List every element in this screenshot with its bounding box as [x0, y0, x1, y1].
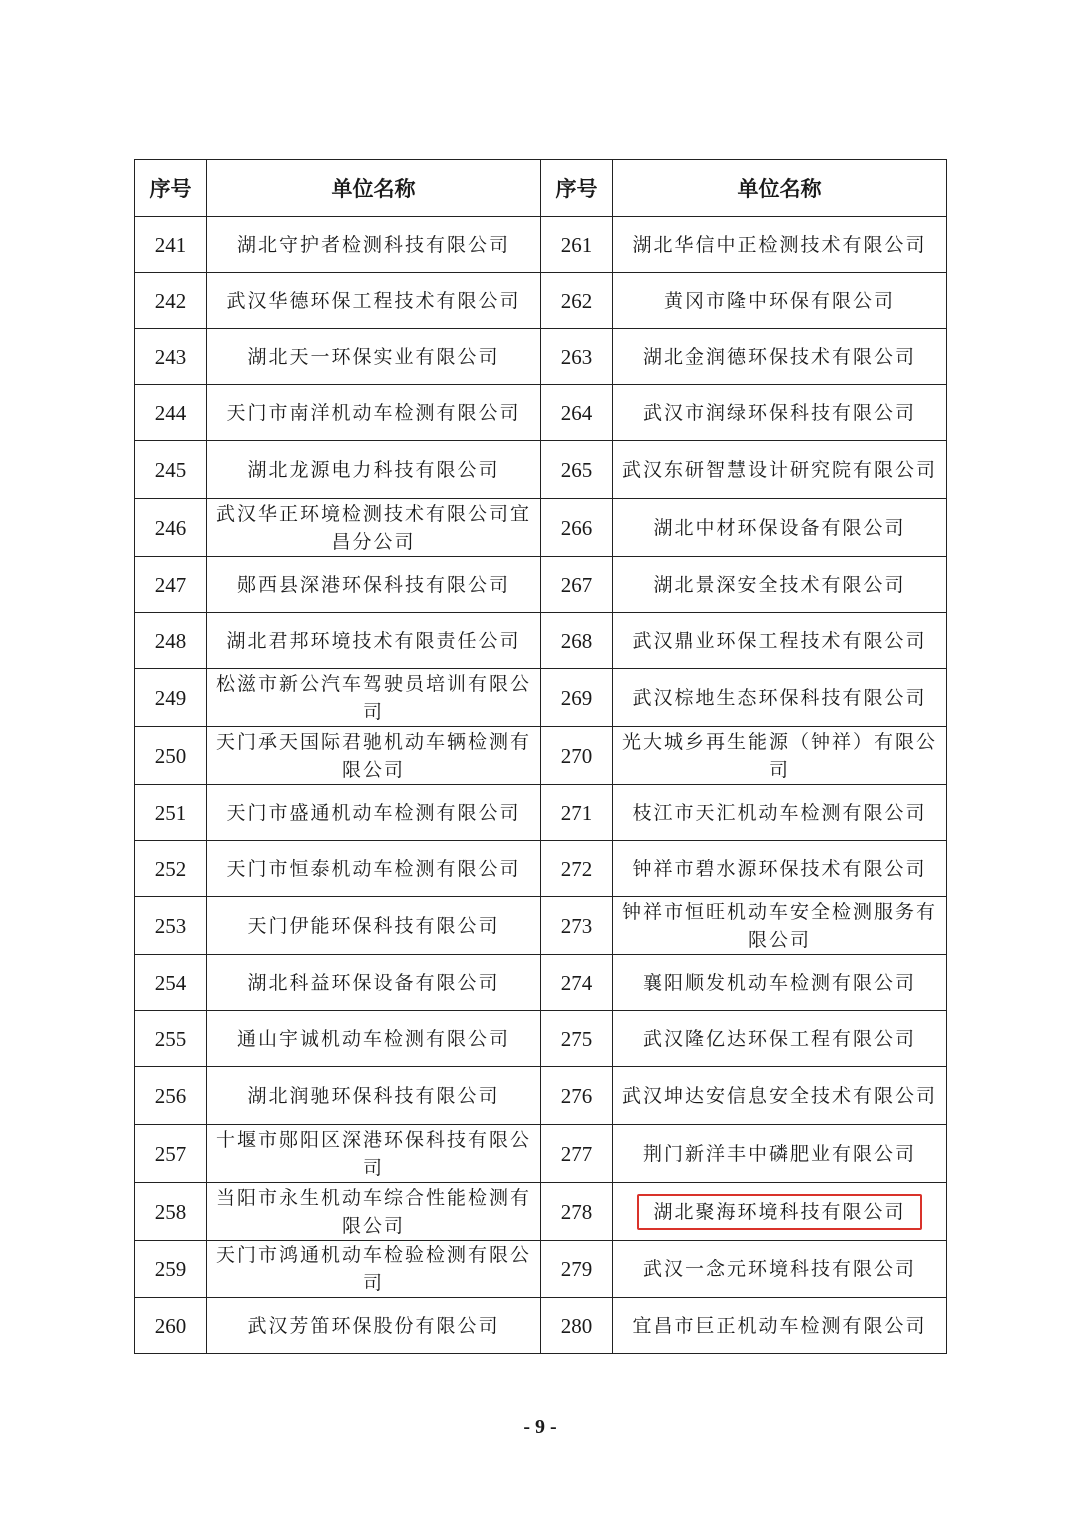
table-row [135, 1241, 947, 1298]
table-row [135, 557, 947, 613]
company-name-cell: 天门承天国际君驰机动车辆检测有限公司 [207, 727, 541, 785]
table-row [135, 329, 947, 385]
company-name-cell: 黄冈市隆中环保有限公司 [613, 273, 947, 329]
company-name-cell: 天门市鸿通机动车检验检测有限公司 [207, 1241, 541, 1298]
serial-cell: 248 [135, 613, 207, 669]
serial-cell: 250 [135, 727, 207, 785]
company-name-cell: 武汉芳笛环保股份有限公司 [207, 1298, 541, 1354]
table-row [135, 727, 947, 785]
table-row [135, 613, 947, 669]
table-row [135, 273, 947, 329]
serial-cell: 269 [541, 669, 613, 727]
serial-cell: 259 [135, 1241, 207, 1298]
company-name-cell: 郧西县深港环保科技有限公司 [207, 557, 541, 613]
table-header-row [135, 160, 947, 217]
company-name-cell: 湖北景深安全技术有限公司 [613, 557, 947, 613]
serial-cell: 275 [541, 1011, 613, 1067]
serial-cell: 243 [135, 329, 207, 385]
company-name-cell: 天门伊能环保科技有限公司 [207, 897, 541, 955]
serial-cell: 261 [541, 217, 613, 273]
table-row [135, 1125, 947, 1183]
header-unit-name-right: 单位名称 [613, 160, 947, 217]
serial-cell: 262 [541, 273, 613, 329]
company-name-cell: 武汉隆亿达环保工程有限公司 [613, 1011, 947, 1067]
serial-cell: 242 [135, 273, 207, 329]
serial-cell: 255 [135, 1011, 207, 1067]
header-unit-name-left: 单位名称 [207, 160, 541, 217]
page-number: - 9 - [523, 1416, 557, 1438]
serial-cell: 247 [135, 557, 207, 613]
company-name-cell: 武汉东研智慧设计研究院有限公司 [613, 441, 947, 499]
serial-cell: 270 [541, 727, 613, 785]
company-name-cell: 天门市恒泰机动车检测有限公司 [207, 841, 541, 897]
serial-cell: 272 [541, 841, 613, 897]
serial-cell: 264 [541, 385, 613, 441]
company-name-cell: 湖北华信中正检测技术有限公司 [613, 217, 947, 273]
table-row [135, 217, 947, 273]
company-name-cell: 天门市盛通机动车检测有限公司 [207, 785, 541, 841]
serial-cell: 258 [135, 1183, 207, 1241]
serial-cell: 277 [541, 1125, 613, 1183]
serial-cell: 271 [541, 785, 613, 841]
company-name-cell: 武汉棕地生态环保科技有限公司 [613, 669, 947, 727]
company-name-cell: 武汉一念元环境科技有限公司 [613, 1241, 947, 1298]
table-row [135, 1011, 947, 1067]
company-name-cell: 通山宇诚机动车检测有限公司 [207, 1011, 541, 1067]
table-row [135, 1183, 947, 1241]
serial-cell: 273 [541, 897, 613, 955]
company-name-cell [613, 1183, 947, 1241]
highlighted-company-name: 湖北聚海环境科技有限公司 [637, 1194, 921, 1230]
company-name-cell: 湖北龙源电力科技有限公司 [207, 441, 541, 499]
serial-cell: 244 [135, 385, 207, 441]
serial-cell: 266 [541, 499, 613, 557]
serial-cell: 267 [541, 557, 613, 613]
table-row [135, 785, 947, 841]
serial-cell: 278 [541, 1183, 613, 1241]
company-name-cell: 枝江市天汇机动车检测有限公司 [613, 785, 947, 841]
company-name-cell: 宜昌市巨正机动车检测有限公司 [613, 1298, 947, 1354]
serial-cell: 265 [541, 441, 613, 499]
company-name-cell: 光大城乡再生能源（钟祥）有限公司 [613, 727, 947, 785]
company-name-cell: 松滋市新公汽车驾驶员培训有限公司 [207, 669, 541, 727]
company-name-cell: 钟祥市恒旺机动车安全检测服务有限公司 [613, 897, 947, 955]
serial-cell: 268 [541, 613, 613, 669]
company-name-cell: 天门市南洋机动车检测有限公司 [207, 385, 541, 441]
serial-cell: 246 [135, 499, 207, 557]
serial-cell: 251 [135, 785, 207, 841]
header-serial-right: 序号 [541, 160, 613, 217]
company-name-cell: 襄阳顺发机动车检测有限公司 [613, 955, 947, 1011]
serial-cell: 254 [135, 955, 207, 1011]
table-row [135, 669, 947, 727]
company-name-cell: 湖北润驰环保科技有限公司 [207, 1067, 541, 1125]
company-name-cell: 湖北中材环保设备有限公司 [613, 499, 947, 557]
serial-cell: 257 [135, 1125, 207, 1183]
company-name-cell: 湖北天一环保实业有限公司 [207, 329, 541, 385]
serial-cell: 274 [541, 955, 613, 1011]
serial-cell: 252 [135, 841, 207, 897]
serial-cell: 249 [135, 669, 207, 727]
serial-cell: 279 [541, 1241, 613, 1298]
company-name-cell: 武汉市润绿环保科技有限公司 [613, 385, 947, 441]
serial-cell: 263 [541, 329, 613, 385]
company-list-table [134, 159, 947, 1354]
serial-cell: 260 [135, 1298, 207, 1354]
table-row [135, 955, 947, 1011]
serial-cell: 256 [135, 1067, 207, 1125]
company-name-cell: 武汉鼎业环保工程技术有限公司 [613, 613, 947, 669]
company-name-cell: 湖北守护者检测科技有限公司 [207, 217, 541, 273]
header-serial-left: 序号 [135, 160, 207, 217]
company-name-cell: 荆门新洋丰中磷肥业有限公司 [613, 1125, 947, 1183]
table-row [135, 1298, 947, 1354]
table-row [135, 897, 947, 955]
table-row [135, 841, 947, 897]
serial-cell: 276 [541, 1067, 613, 1125]
company-name-cell: 武汉华德环保工程技术有限公司 [207, 273, 541, 329]
serial-cell: 253 [135, 897, 207, 955]
serial-cell: 245 [135, 441, 207, 499]
company-name-cell: 武汉华正环境检测技术有限公司宜昌分公司 [207, 499, 541, 557]
table-row [135, 1067, 947, 1125]
company-name-cell: 十堰市郧阳区深港环保科技有限公司 [207, 1125, 541, 1183]
company-name-cell: 武汉坤达安信息安全技术有限公司 [613, 1067, 947, 1125]
company-name-cell: 湖北科益环保设备有限公司 [207, 955, 541, 1011]
serial-cell: 241 [135, 217, 207, 273]
company-name-cell: 当阳市永生机动车综合性能检测有限公司 [207, 1183, 541, 1241]
company-name-cell: 湖北金润德环保技术有限公司 [613, 329, 947, 385]
company-name-cell: 钟祥市碧水源环保技术有限公司 [613, 841, 947, 897]
serial-cell: 280 [541, 1298, 613, 1354]
table-row [135, 499, 947, 557]
table-row [135, 385, 947, 441]
table-row [135, 441, 947, 499]
company-name-cell: 湖北君邦环境技术有限责任公司 [207, 613, 541, 669]
